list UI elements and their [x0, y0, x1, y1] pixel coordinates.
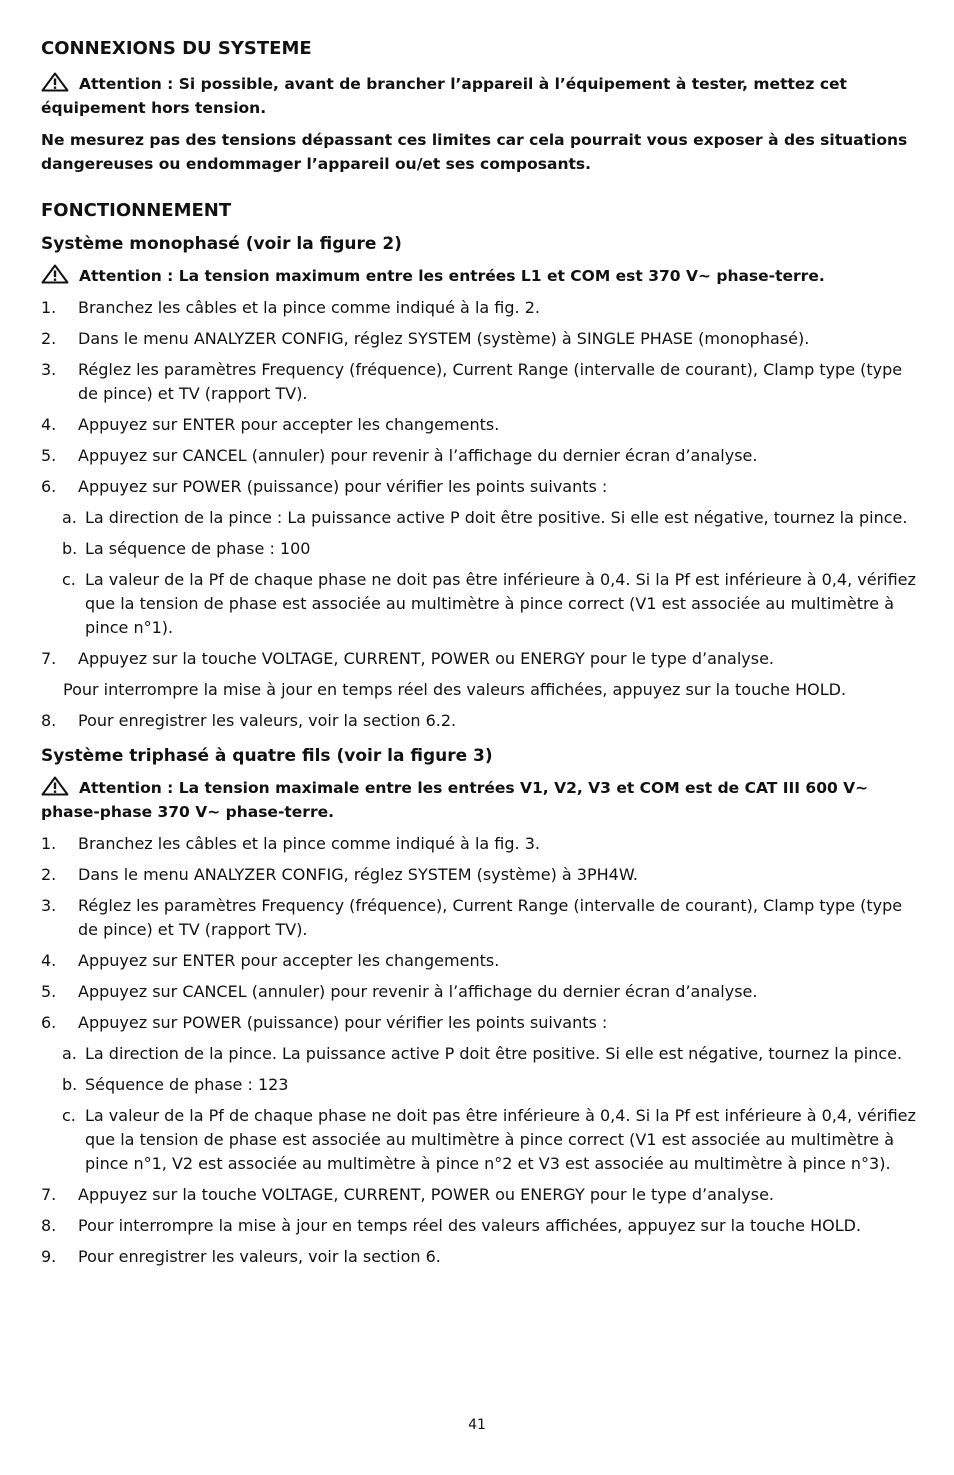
list-item: 4. Appuyez sur ENTER pour accepter les changements. — [41, 951, 500, 970]
warning-text: Attention : Si possible, avant de brancher l’appareil à l’équipement à tester, mettez cet équipement hors tension. — [41, 75, 847, 117]
list-item: 2. Dans le menu ANALYZER CONFIG, réglez SYSTEM (système) à 3PH4W. — [41, 865, 638, 884]
warning-connexions — [41, 72, 921, 120]
list-item: 7. Appuyez sur la touche VOLTAGE, CURRENT, POWER ou ENERGY pour le type d’analyse. — [41, 1185, 775, 1204]
sub-list-item: a. La direction de la pince. La puissance active P doit être positive. Si elle est négative, tournez la pince. — [62, 1044, 903, 1063]
list-item: 1. Branchez les câbles et la pince comme indiqué à la fig. 3. — [41, 834, 540, 853]
list-item: 5. Appuyez sur CANCEL (annuler) pour revenir à l’affichage du dernier écran d’analyse. — [41, 982, 758, 1001]
warning-triangle-icon — [41, 264, 69, 284]
heading-connexions: CONNEXIONS DU SYSTEME — [41, 38, 312, 59]
list-item: 3. Réglez les paramètres Frequency (fréquence), Current Range (intervalle de courant), Clamp type (type de pince) et TV (rapport TV). — [41, 896, 903, 939]
manual-page — [41, 36, 921, 1276]
warning-triphase — [41, 776, 921, 824]
warning-triangle-icon — [41, 72, 69, 92]
list-item: 2. Dans le menu ANALYZER CONFIG, réglez SYSTEM (système) à SINGLE PHASE (monophasé). — [41, 329, 810, 348]
sub-list-item: a. La direction de la pince : La puissance active P doit être positive. Si elle est négative, tournez la pince. — [62, 508, 908, 527]
hold-note: Pour interrompre la mise à jour en temps réel des valeurs affichées, appuyez sur la touche HOLD. — [63, 680, 847, 699]
list-item: 5. Appuyez sur CANCEL (annuler) pour revenir à l’affichage du dernier écran d’analyse. — [41, 446, 758, 465]
list-item: 6. Appuyez sur POWER (puissance) pour vérifier les points suivants : — [41, 1013, 608, 1032]
list-item: 6. Appuyez sur POWER (puissance) pour vérifier les points suivants : — [41, 477, 608, 496]
list-item: 4. Appuyez sur ENTER pour accepter les changements. — [41, 415, 500, 434]
heading-triphase: Système triphasé à quatre fils (voir la figure 3) — [41, 746, 493, 766]
list-item: 8. Pour interrompre la mise à jour en temps réel des valeurs affichées, appuyez sur la touche HOLD. — [41, 1216, 862, 1235]
warning-text: Attention : La tension maximale entre les entrées V1, V2, V3 et COM est de CAT III 600 V~ phase-phase 370 V~ phase-terre. — [41, 779, 869, 821]
triphase-steps — [41, 832, 921, 1269]
sub-list-item: b. La séquence de phase : 100 — [62, 539, 311, 558]
list-item: 3. Réglez les paramètres Frequency (fréquence), Current Range (intervalle de courant), Clamp type (type de pince) et TV (rapport TV). — [41, 360, 903, 403]
warning-monophase — [41, 264, 921, 288]
caution-note: Ne mesurez pas des tensions dépassant ces limites car cela pourrait vous exposer à des situations dangereuses ou endommager l’appareil ou/et ses composants. — [41, 131, 908, 173]
sub-list-item: c. La valeur de la Pf de chaque phase ne doit pas être inférieure à 0,4. Si la Pf est inférieure à 0,4, vérifiez que la tension de phase est associée au multimètre à pince correct (V1 est associée au multimètre à pince n°1). — [62, 570, 916, 637]
heading-fonctionnement: FONCTIONNEMENT — [41, 200, 232, 221]
warning-text: Attention : La tension maximum entre les entrées L1 et COM est 370 V~ phase-terre. — [79, 267, 825, 285]
heading-monophase: Système monophasé (voir la figure 2) — [41, 234, 402, 254]
sub-list-item: c. La valeur de la Pf de chaque phase ne doit pas être inférieure à 0,4. Si la Pf est inférieure à 0,4, vérifiez que la tension de phase est associée au multimètre à pince correct (V1 est associée au multimètre à pince n°1, V2 est associée au multimètre à pince n°2 et V3 est associée au multimètre à pince n°3). — [62, 1106, 916, 1173]
list-item: 1. Branchez les câbles et la pince comme indiqué à la fig. 2. — [41, 298, 540, 317]
list-item: 7. Appuyez sur la touche VOLTAGE, CURRENT, POWER ou ENERGY pour le type d’analyse. — [41, 649, 775, 668]
list-item: 9. Pour enregistrer les valeurs, voir la section 6. — [41, 1247, 441, 1266]
list-item: 8. Pour enregistrer les valeurs, voir la section 6.2. — [41, 711, 457, 730]
sub-list-item: b. Séquence de phase : 123 — [62, 1075, 289, 1094]
warning-triangle-icon — [41, 776, 69, 796]
monophase-steps — [41, 296, 921, 733]
page-number: 41 — [468, 1417, 486, 1433]
